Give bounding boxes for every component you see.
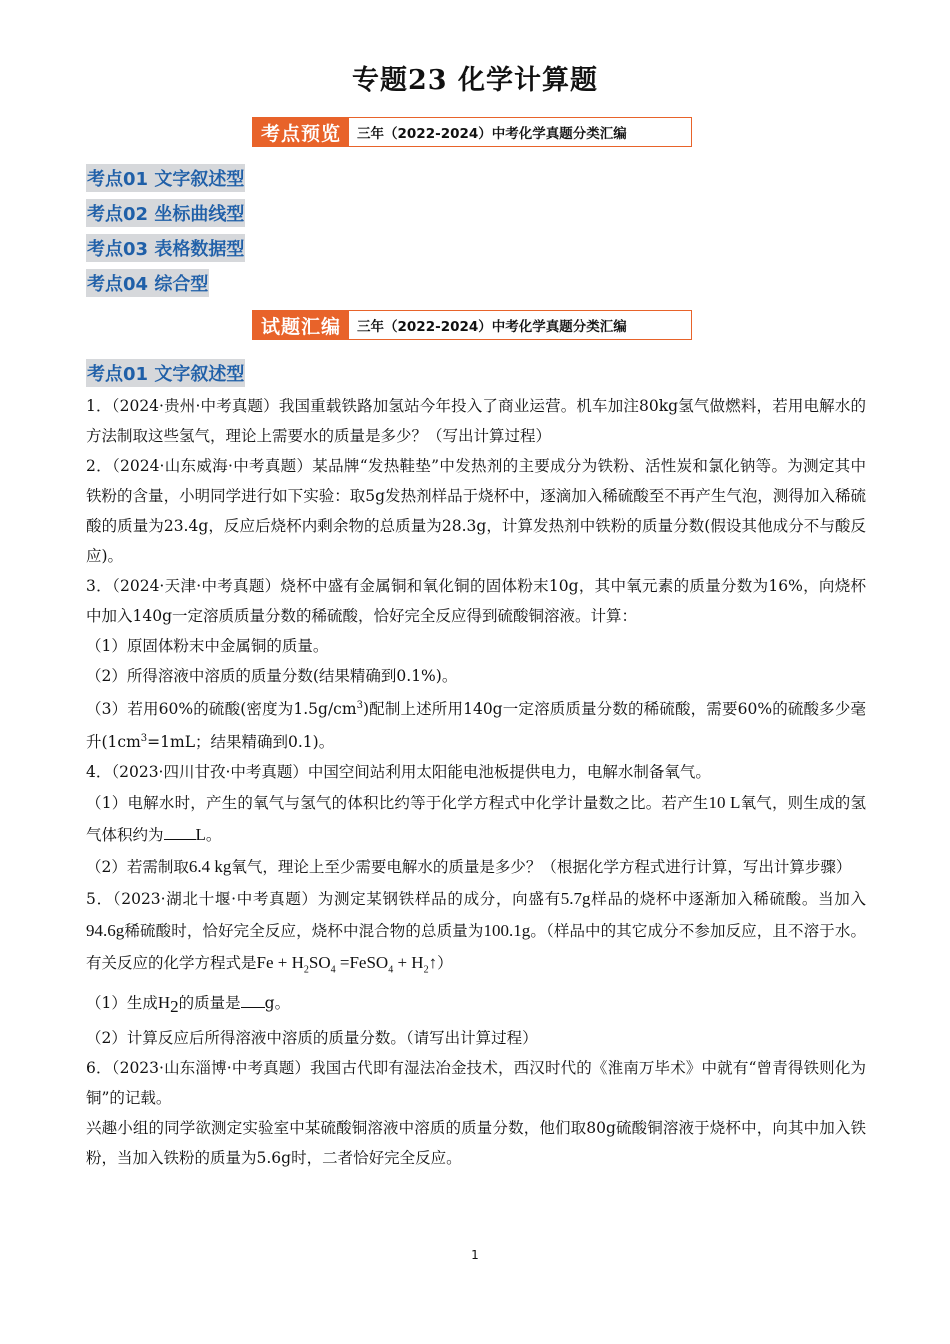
question-4-part-1 <box>86 787 866 851</box>
toc-item-1[interactable]: 考点01 文字叙述型 <box>86 164 245 192</box>
question-body <box>86 391 866 1173</box>
question-4-part-2 <box>86 851 866 883</box>
text: 样品的烧杯中逐渐加入稀硫酸。当加入 <box>590 890 866 909</box>
math-value: 94.6g <box>86 921 125 941</box>
preview-banner <box>252 117 692 147</box>
unit: L <box>195 825 206 845</box>
question-3-part-3 <box>86 691 866 757</box>
math-value: 10 L <box>708 793 741 813</box>
question-4: 4．（2023·四川甘孜·中考真题）中国空间站利用太阳能电池板提供电力，电解水制备氧气。 <box>86 763 711 782</box>
text: （1）电解水时，产生的氧气与氢气的体积比约等于化学方程式中化学计量数之比。若产生 <box>86 794 709 813</box>
question-3-part-2: （2）所得溶液中溶质的质量分数(结果精确到0.1%)。 <box>86 667 458 685</box>
text: 的质量是 <box>178 993 241 1012</box>
question-5-part-2: （2）计算反应后所得溶液中溶质的质量分数。（请写出计算过程） <box>86 1028 538 1047</box>
math-value: 100.1g <box>483 921 531 941</box>
page-number: 1 <box>471 1248 479 1262</box>
banner-subtitle: 三年（2022-2024）中考化学真题分类汇编 <box>357 319 627 335</box>
question-2: 2．（2024·山东威海·中考真题）某品牌“发热鞋垫”中发热剂的主要成分为铁粉、活性炭和氯化钠等。为测定其中铁粉的含量，小明同学进行如下实验：取5g发热剂样品于烧杯中，逐滴加入稀硫酸至不再产生气泡，测得加入稀硫酸的质量为23.4g，反应后烧杯内剩余物的总质量为28.3g，计算发热剂中铁粉的质量分数(假设其他成分不与酸反应)。 <box>86 457 866 565</box>
text: ） <box>437 954 453 973</box>
question-6-text: 兴趣小组的同学欲测定实验室中某硫酸铜溶液中溶质的质量分数，他们取80g硫酸铜溶液于烧杯中，向其中加入铁粉，当加入铁粉的质量为5.6g时，二者恰好完全反应。 <box>86 1118 866 1167</box>
banner-tag: 考点预览 <box>253 118 349 146</box>
question-5-part-1 <box>86 987 866 1023</box>
subscript: 2 <box>170 996 179 1016</box>
toc-item-3[interactable]: 考点03 表格数据型 <box>86 234 245 262</box>
banner-subtitle: 三年（2022-2024）中考化学真题分类汇编 <box>357 126 627 142</box>
toc-item-4[interactable]: 考点04 综合型 <box>86 269 209 297</box>
text: 。 <box>205 826 222 845</box>
section-heading: 考点01 文字叙述型 <box>86 359 245 387</box>
text: 氧气，则生成的氢气体积约为 <box>86 794 866 845</box>
page-title: 专题23 化学计算题 <box>352 65 598 96</box>
text: g。 <box>264 993 291 1012</box>
answer-blank[interactable] <box>241 989 265 1008</box>
exercises-banner <box>252 310 692 340</box>
banner-tag: 试题汇编 <box>253 311 349 339</box>
text: （3）若用60%的硫酸(密度为1.5g/cm <box>86 700 357 719</box>
math-value: H <box>157 992 171 1012</box>
answer-blank[interactable] <box>164 821 196 840</box>
math-value: 5.7g <box>560 889 591 909</box>
question-3: 3．（2024·天津·中考真题）烧杯中盛有金属铜和氧化铜的固体粉末10g，其中氧元素的质量分数为16%，向烧杯中加入140g一定溶质质量分数的稀硫酸，恰好完全反应得到硫酸铜溶液。计算： <box>86 577 866 625</box>
toc-item-2[interactable]: 考点02 坐标曲线型 <box>86 199 245 227</box>
chemical-equation: $Fe + H_2SO_4$ =FeSO$_4$ + $H_2↑$ <box>256 953 438 976</box>
toc-list <box>86 164 245 304</box>
math-value: 6.4 kg <box>188 857 232 877</box>
text: =1mL；结果精确到0.1)。 <box>147 733 335 752</box>
question-3-part-1: （1）原固体粉末中金属铜的质量。 <box>86 637 329 655</box>
question-6: 6．（2023·山东淄博·中考真题）我国古代即有湿法冶金技术，西汉时代的《淮南万毕术》中就有“曾青得铁则化为铜”的记载。 <box>86 1058 866 1107</box>
question-5 <box>86 883 866 986</box>
superscript: 3 <box>356 700 363 711</box>
text: （2）若需制取 <box>86 858 189 877</box>
text: 氧气，理论上至少需要电解水的质量是多少？（根据化学方程式进行计算，写出计算步骤） <box>231 858 852 877</box>
text: （1）生成 <box>86 993 158 1012</box>
superscript: 3 <box>140 733 148 745</box>
text: 5．（2023·湖北十堰·中考真题）为测定某钢铁样品的成分，向盛有 <box>86 890 561 909</box>
text: 稀硫酸时，恰好完全反应，烧杯中混合物的总质量为 <box>124 922 484 941</box>
text: 。（样品中的其它成分不参加反应，且不溶于水。有关反应的化学方程式是 <box>86 922 866 973</box>
question-1: 1．（2024·贵州·中考真题）我国重载铁路加氢站今年投入了商业运营。机车加注80kg氢气做燃料，若用电解水的方法制取这些氢气，理论上需要水的质量是多少？（写出计算过程） <box>86 397 866 445</box>
text: )配制上述所用140g一定溶质质量分数的稀硫酸，需要60%的硫酸多少毫升(1cm <box>86 700 866 752</box>
